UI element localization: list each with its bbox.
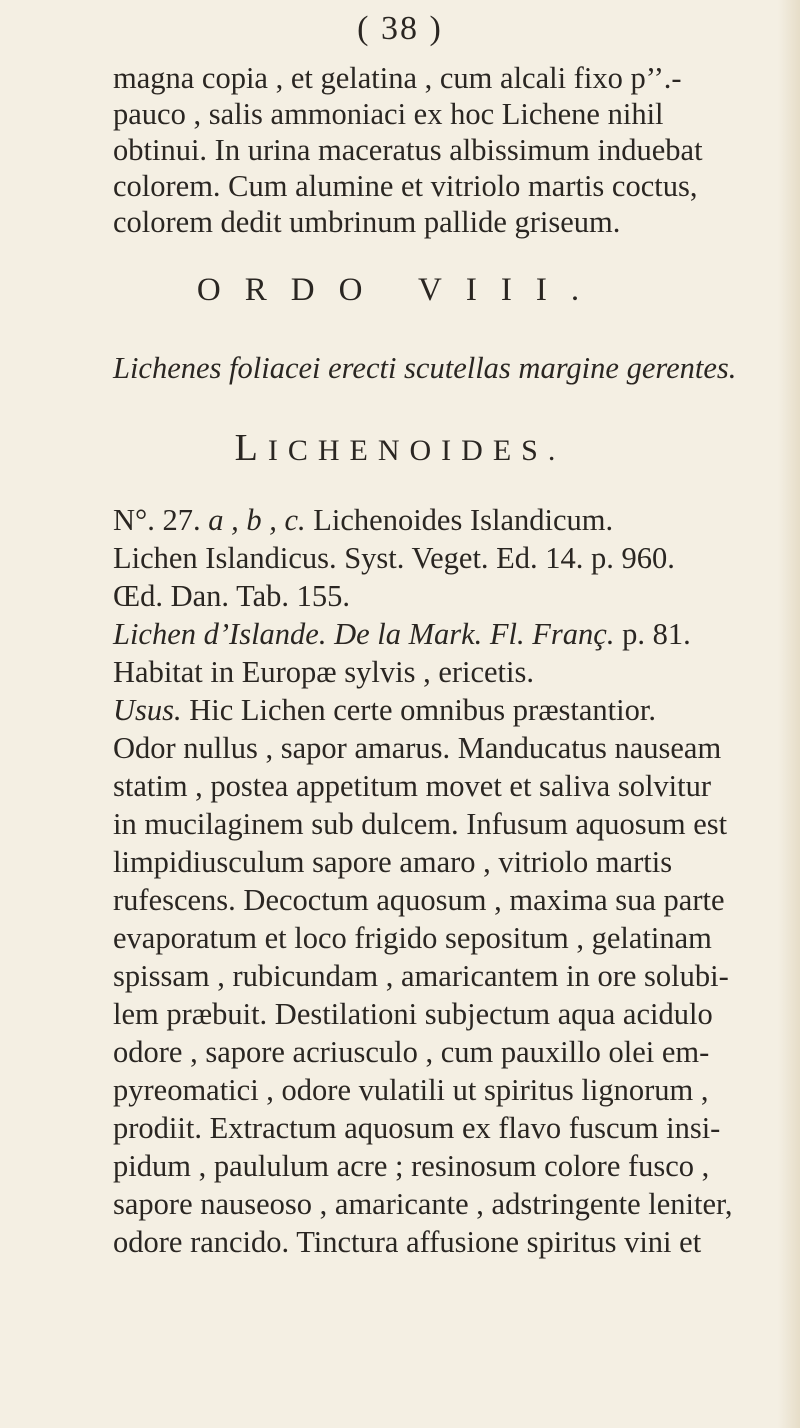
ordo-subtitle: Lichenes foliacei erecti scutellas margine gerentes. (113, 351, 737, 385)
usus-line: prodiit. Extractum aquosum ex flavo fuscum insi- (113, 1111, 721, 1145)
synonym-page: p. 81. (622, 617, 691, 651)
genus-heading (0, 427, 800, 469)
entry-varieties: a , b , c. (208, 503, 306, 537)
entry-number: N°. 27. (113, 503, 201, 537)
genus-initial: L (234, 427, 268, 469)
synonym-line: Œd. Dan. Tab. 155. (113, 579, 351, 613)
usus-line: pidum , paululum acre ; resinosum colore fusco , (113, 1149, 710, 1183)
habitat-line: Habitat in Europæ sylvis , ericetis. (113, 655, 534, 689)
intro-line: magna copia , et gelatina , cum alcali fixo p’’.- (113, 61, 682, 95)
usus-line: in mucilaginem sub dulcem. Infusum aquosum est (113, 807, 728, 841)
genus-rest: ICHENOIDES. (267, 434, 566, 467)
intro-line: pauco , salis ammoniaci ex hoc Lichene nihil (113, 97, 664, 131)
usus-line: limpidiusculum sapore amaro , vitriolo martis (113, 845, 673, 879)
usus-line: statim , postea appetitum movet et saliva solvitur (113, 769, 712, 803)
usus-label: Usus. (113, 693, 182, 727)
usus-line (113, 692, 785, 728)
intro-line: obtinui. In urina maceratus albissimum induebat (113, 133, 703, 167)
ordo-heading: ORDO VIII. (196, 272, 604, 308)
usus-line: Odor nullus , sapor amarus. Manducatus nauseam (113, 731, 722, 765)
entry-name: Lichenoides Islandicum. (313, 503, 614, 537)
usus-line: lem præbuit. Destilationi subjectum aqua acidulo (113, 997, 713, 1031)
synonym-line (113, 616, 785, 652)
usus-line: spissam , rubicundam , amaricantem in ore solubi- (113, 959, 729, 993)
intro-line: colorem. Cum alumine et vitriolo martis coctus, (113, 169, 698, 203)
usus-line: rufescens. Decoctum aquosum , maxima sua parte (113, 883, 725, 917)
intro-line: colorem dedit umbrinum pallide griseum. (113, 205, 621, 239)
page-number: ( 38 ) (357, 10, 443, 47)
usus-first: Hic Lichen certe omnibus præstantior. (189, 693, 656, 727)
entry-line (113, 502, 785, 538)
usus-line: odore rancido. Tinctura affusione spiritus vini et (113, 1225, 702, 1259)
synonym-line: Lichen Islandicus. Syst. Veget. Ed. 14. p. 960. (113, 541, 675, 575)
usus-line: odore , sapore acriusculo , cum pauxillo olei em- (113, 1035, 710, 1069)
usus-line: pyreomatici , odore vulatili ut spiritus lignorum , (113, 1073, 709, 1107)
usus-line: evaporatum et loco frigido sepositum , gelatinam (113, 921, 712, 955)
usus-line: sapore nauseoso , amaricante , adstringente leniter, (113, 1187, 733, 1221)
synonym-italic: Lichen d’Islande. De la Mark. Fl. Franç. (113, 617, 615, 651)
